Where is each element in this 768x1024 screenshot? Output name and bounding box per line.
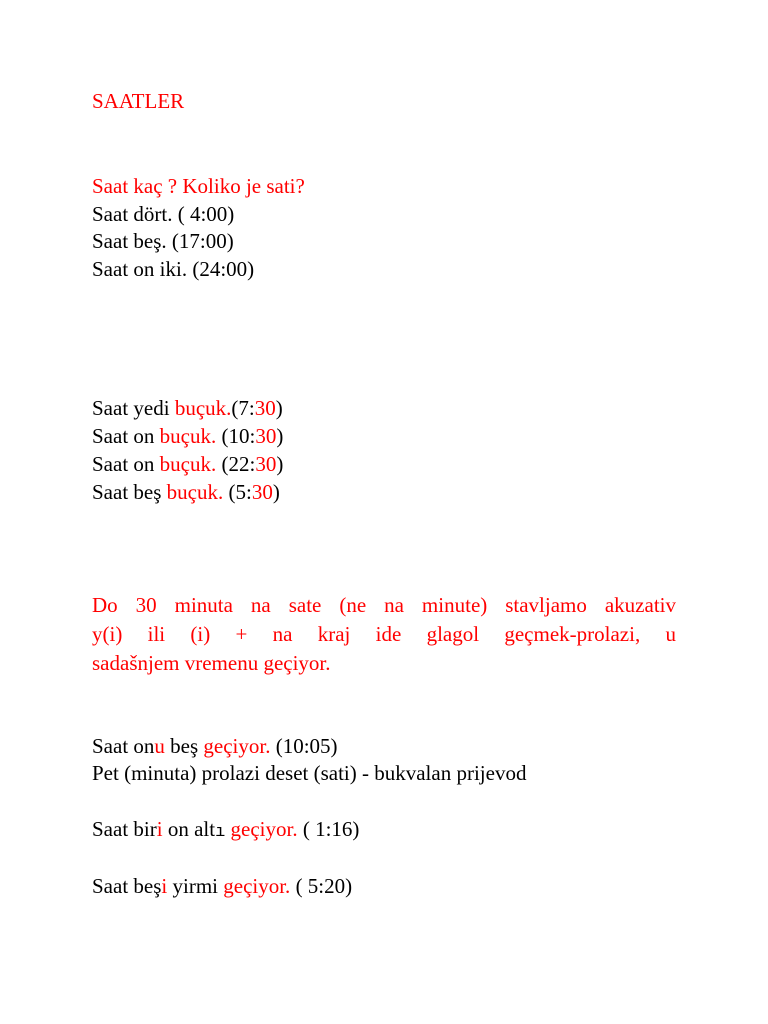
half-hour-line: Saat beş buçuk. (5:30) <box>92 480 280 504</box>
rule-paragraph <box>92 591 676 678</box>
example-line: Saat biri on altı geçiyor. ( 1:16) <box>92 817 360 842</box>
example-line: Saat onu beş geçiyor. (10:05) <box>92 734 338 758</box>
rule-line: Do 30 minuta na sate (ne na minute) stavljamo akuzativ <box>92 593 676 617</box>
full-hour-line: Saat beş. (17:00) <box>92 229 234 253</box>
example-translation: Pet (minuta) prolazi deset (sati) - bukvalan prijevod <box>92 761 527 785</box>
half-hour-line: Saat on buçuk. (22:30) <box>92 452 284 476</box>
question-line: Saat kaç ? Koliko je sati? <box>92 174 305 198</box>
example-line: Saat beşi yirmi geçiyor. ( 5:20) <box>92 874 353 898</box>
rule-line: sadašnjem vremenu geçiyor. <box>92 651 331 675</box>
half-hour-line: Saat yedi buçuk.(7:30) <box>92 396 283 420</box>
rule-line: y(i) ili (i) + na kraj ide glagol geçmek-prolazi, u <box>92 622 676 646</box>
full-hour-line: Saat on iki. (24:00) <box>92 257 255 281</box>
page-title: SAATLER <box>92 89 185 113</box>
half-hour-line: Saat on buçuk. (10:30) <box>92 424 284 448</box>
full-hour-line: Saat dört. ( 4:00) <box>92 202 235 226</box>
